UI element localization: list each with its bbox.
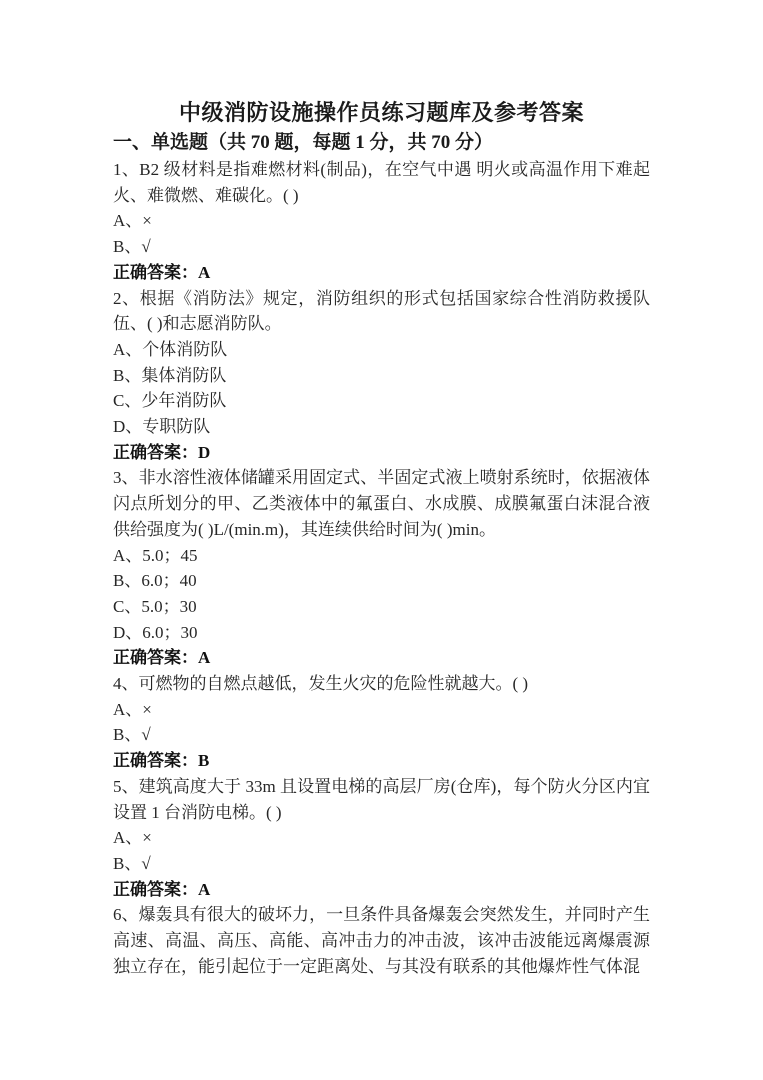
option: C、5.0；30 xyxy=(113,596,197,616)
answer-line: 正确答案：A xyxy=(113,262,211,282)
question-list xyxy=(113,157,650,980)
option: B、集体消防队 xyxy=(113,365,227,385)
option: A、5.0；45 xyxy=(113,545,198,565)
question-text: 4、可燃物的自燃点越低，发生火灾的危险性就越大。( ) xyxy=(113,674,529,694)
question-text: 3、非水溶性液体储罐采用固定式、半固定式液上喷射系统时，依据液体闪点所划分的甲、乙类液体中的氟蛋白、水成膜、成膜氟蛋白沫混合液供给强度为( )L/(min.m)，其连续供给时间为( )min。 xyxy=(113,468,650,539)
answer-line: 正确答案：A xyxy=(113,879,211,899)
question-block xyxy=(113,902,650,979)
question-text: 6、爆轰具有很大的破坏力，一旦条件具备爆轰会突然发生，并同时产生高速、高温、高压、高能、高冲击力的冲击波，该冲击波能远离爆震源独立存在，能引起位于一定距离处、与其没有联系的其他爆炸性气体混 xyxy=(113,905,650,976)
answer-line: 正确答案：B xyxy=(113,751,210,771)
option: D、专职防队 xyxy=(113,417,211,437)
question-text: 2、根据《消防法》规定，消防组织的形式包括国家综合性消防救援队伍、( )和志愿消防队。 xyxy=(113,288,650,334)
option: C、少年消防队 xyxy=(113,391,227,411)
question-block xyxy=(113,157,650,286)
option: A、× xyxy=(113,699,152,719)
option: D、6.0；30 xyxy=(113,622,198,642)
question-block xyxy=(113,286,650,466)
document-page xyxy=(113,98,650,980)
section-heading: 一、单选题（共 70 题，每题 1 分，共 70 分） xyxy=(113,132,494,153)
option: B、√ xyxy=(113,237,151,257)
question-block xyxy=(113,774,650,903)
option: A、× xyxy=(113,211,152,231)
question-text: 5、建筑高度大于 33m 且设置电梯的高层厂房(仓库)，每个防火分区内宜设置 1 台消防电梯。( ) xyxy=(113,776,650,822)
option: B、√ xyxy=(113,853,151,873)
question-block xyxy=(113,465,650,671)
option: A、个体消防队 xyxy=(113,339,228,359)
question-block xyxy=(113,671,650,774)
answer-line: 正确答案：D xyxy=(113,442,211,462)
option: B、√ xyxy=(113,725,151,745)
option: A、× xyxy=(113,828,152,848)
document-title: 中级消防设施操作员练习题库及参考答案 xyxy=(178,100,584,125)
question-text: 1、B2 级材料是指难燃材料(制品)，在空气中遇 明火或高温作用下难起火、难微燃、难碳化。( ) xyxy=(113,160,650,205)
option: B、6.0；40 xyxy=(113,571,197,591)
answer-line: 正确答案：A xyxy=(113,648,211,668)
